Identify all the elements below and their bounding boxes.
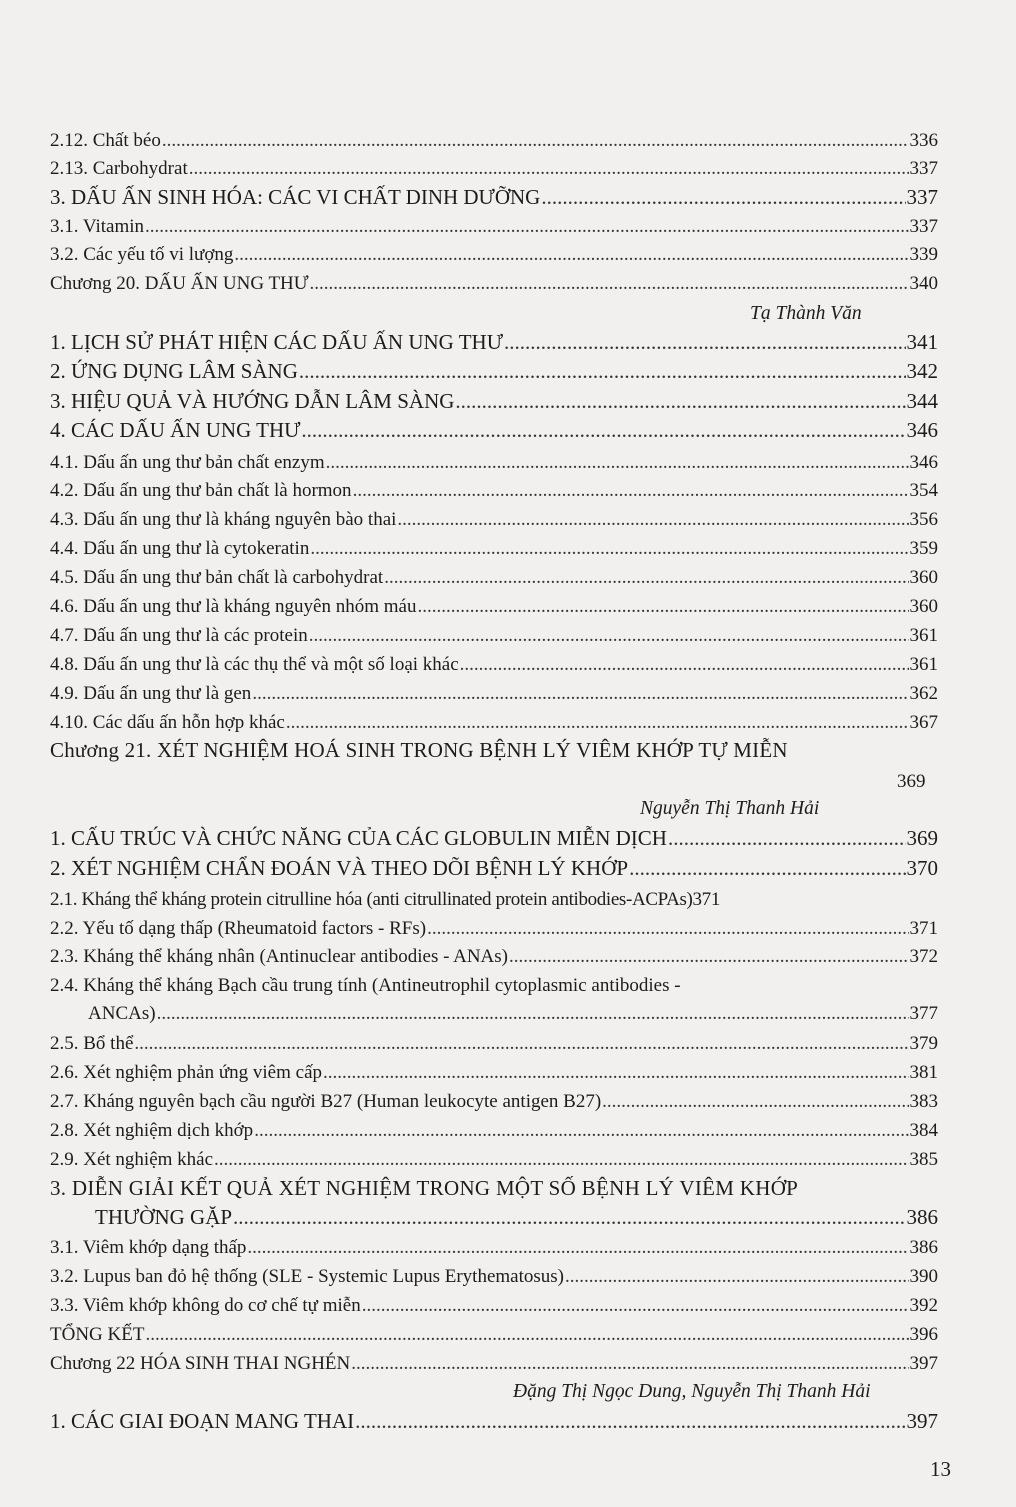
toc-entry xyxy=(50,1120,938,1142)
dot-leader xyxy=(145,1324,908,1346)
entry-page: 381 xyxy=(909,1062,938,1083)
toc-entry xyxy=(95,1205,938,1230)
entry-page: 356 xyxy=(909,509,938,530)
entry-title: 4.2. Dấu ấn ung thư bản chất là hormon xyxy=(50,480,352,501)
dot-leader xyxy=(326,452,909,474)
entry-page: 359 xyxy=(909,538,938,559)
entry-page: 339 xyxy=(909,244,938,265)
dot-leader xyxy=(145,216,908,238)
dot-leader xyxy=(309,625,909,647)
entry-title: 4.7. Dấu ấn ung thư là các protein xyxy=(50,625,308,646)
page-number: 13 xyxy=(930,1457,951,1481)
dot-leader xyxy=(157,1003,909,1025)
entry-page: 337 xyxy=(909,158,938,179)
entry-page: 346 xyxy=(906,418,938,442)
toc-entry xyxy=(50,1295,938,1317)
toc-entry xyxy=(50,130,938,152)
toc-entry xyxy=(50,712,938,734)
dot-leader xyxy=(286,712,909,734)
entry-title: 2. ỨNG DỤNG LÂM SÀNG xyxy=(50,359,298,383)
entry-page: 383 xyxy=(909,1091,938,1112)
entry-page: 354 xyxy=(909,480,938,501)
dot-leader xyxy=(234,244,908,266)
toc-entry xyxy=(50,683,938,705)
entry-page: 390 xyxy=(909,1266,938,1287)
chapter-author: Tạ Thành Văn xyxy=(750,303,862,324)
dot-leader xyxy=(455,389,905,414)
entry-title: 3. DIỄN GIẢI KẾT QUẢ XÉT NGHIỆM TRONG MỘT SỐ BỆNH LÝ VIÊM KHỚP xyxy=(50,1176,799,1200)
dot-leader xyxy=(509,946,908,968)
entry-title: 4.9. Dấu ấn ung thư là gen xyxy=(50,683,252,704)
entry-page: 371 xyxy=(909,918,938,939)
entry-title: 2.9. Xét nghiệm khác xyxy=(50,1149,214,1170)
dot-leader xyxy=(299,359,906,384)
toc-entry xyxy=(50,1062,938,1084)
entry-page: 360 xyxy=(909,567,938,588)
entry-page: 377 xyxy=(909,1003,938,1024)
entry-page: 384 xyxy=(909,1120,938,1141)
toc-entry xyxy=(50,856,938,881)
dot-leader xyxy=(252,683,908,705)
entry-title: 4.1. Dấu ấn ung thư bản chất enzym xyxy=(50,452,325,473)
entry-page: 340 xyxy=(909,273,938,294)
dot-leader xyxy=(565,1266,909,1288)
toc-entry xyxy=(50,1324,938,1346)
entry-page: 336 xyxy=(909,130,938,151)
toc-entry xyxy=(50,1409,938,1434)
toc-entry xyxy=(50,918,938,940)
toc-entry xyxy=(88,1003,938,1025)
entry-page: 367 xyxy=(909,712,938,733)
dot-leader xyxy=(254,1120,908,1142)
toc-chapter xyxy=(50,273,938,295)
entry-title: 3.2. Lupus ban đỏ hệ thống (SLE - Systemic Lupus Erythematosus) xyxy=(50,1266,564,1287)
entry-title: 4.10. Các dấu ấn hỗn hợp khác xyxy=(50,712,285,733)
toc-entry xyxy=(50,567,938,589)
dot-leader xyxy=(233,1205,905,1230)
toc-entry xyxy=(50,509,938,531)
entry-page: 397 xyxy=(906,1409,938,1433)
dot-leader xyxy=(460,654,909,676)
entry-title: 3. DẤU ẤN SINH HÓA: CÁC VI CHẤT DINH DƯỠNG xyxy=(50,185,541,209)
toc-entry xyxy=(50,1149,938,1171)
toc-entry xyxy=(50,216,938,238)
toc-entry xyxy=(50,1033,938,1055)
toc-entry xyxy=(50,359,938,384)
entry-page: 342 xyxy=(906,359,938,383)
entry-title: 2. XÉT NGHIỆM CHẨN ĐOÁN VÀ THEO DÕI BỆNH LÝ KHỚP xyxy=(50,856,629,880)
dot-leader xyxy=(427,918,908,940)
chapter-author: Nguyễn Thị Thanh Hải xyxy=(640,798,820,819)
entry-page: 369 xyxy=(906,826,938,850)
entry-title: 3.1. Viêm khớp dạng thấp xyxy=(50,1237,247,1258)
entry-page: 362 xyxy=(909,683,938,704)
entry-page: 337 xyxy=(909,216,938,237)
entry-title: 2.2. Yếu tố dạng thấp (Rheumatoid factors - RFs) xyxy=(50,918,427,939)
entry-title: 4.6. Dấu ấn ung thư là kháng nguyên nhóm máu xyxy=(50,596,417,617)
dot-leader xyxy=(629,856,905,881)
toc-entry xyxy=(50,1266,938,1288)
dot-leader xyxy=(353,480,909,502)
dot-leader xyxy=(417,596,908,618)
dot-leader xyxy=(355,1409,905,1434)
toc-entry xyxy=(50,452,938,474)
entry-title: 2.1. Kháng thể kháng protein citrulline hóa (anti citrullinated protein antibodies-ACPAs) xyxy=(50,889,693,910)
entry-page: 379 xyxy=(909,1033,938,1054)
toc-chapter xyxy=(50,1353,938,1375)
toc-entry xyxy=(50,596,938,618)
entry-title: 1. CÁC GIAI ĐOẠN MANG THAI xyxy=(50,1409,355,1433)
toc-entry xyxy=(50,185,938,210)
toc-entry xyxy=(50,654,938,676)
entry-title: 4.5. Dấu ấn ung thư bản chất là carbohydrat xyxy=(50,567,384,588)
entry-page: 386 xyxy=(906,1205,938,1229)
toc-entry xyxy=(50,889,940,911)
entry-title: 2.6. Xét nghiệm phản ứng viêm cấp xyxy=(50,1062,323,1083)
entry-page: 369 xyxy=(897,771,926,792)
entry-title: 1. CẤU TRÚC VÀ CHỨC NĂNG CỦA CÁC GLOBULIN MIỄN DỊCH xyxy=(50,826,667,850)
dot-leader xyxy=(162,130,909,152)
dot-leader xyxy=(214,1149,908,1171)
dot-leader xyxy=(541,185,905,210)
dot-leader xyxy=(362,1295,909,1317)
chapter-title: Chương 22 HÓA SINH THAI NGHÉN xyxy=(50,1353,351,1374)
entry-page: 371 xyxy=(692,889,720,910)
toc-entry xyxy=(50,946,938,968)
entry-title: 2.3. Kháng thể kháng nhân (Antinuclear antibodies - ANAs) xyxy=(50,946,509,967)
dot-leader xyxy=(384,567,908,589)
toc-entry xyxy=(50,625,938,647)
dot-leader xyxy=(351,1353,908,1375)
dot-leader xyxy=(668,826,906,851)
entry-page: 392 xyxy=(909,1295,938,1316)
entry-page: 360 xyxy=(909,596,938,617)
toc-entry xyxy=(50,389,938,414)
entry-title: 3.3. Viêm khớp không do cơ chế tự miễn xyxy=(50,1295,361,1316)
toc-entry xyxy=(50,538,938,560)
entry-title: 4.3. Dấu ấn ung thư là kháng nguyên bào thai xyxy=(50,509,397,530)
dot-leader xyxy=(310,538,908,560)
entry-title: 2.7. Kháng nguyên bạch cầu người B27 (Human leukocyte antigen B27) xyxy=(50,1091,602,1112)
entry-page: 337 xyxy=(906,185,938,209)
dot-leader xyxy=(134,1033,908,1055)
entry-title: 4.4. Dấu ấn ung thư là cytokeratin xyxy=(50,538,310,559)
toc-entry xyxy=(50,1237,938,1259)
toc-entry xyxy=(50,480,938,502)
entry-page: 344 xyxy=(906,389,938,413)
dot-leader xyxy=(189,158,909,180)
entry-title: 3.2. Các yếu tố vi lượng xyxy=(50,244,234,265)
entry-title: 4.8. Dấu ấn ung thư là các thụ thể và một số loại khác xyxy=(50,654,459,675)
entry-page: 386 xyxy=(909,1237,938,1258)
entry-title: 4. CÁC DẤU ẤN UNG THƯ xyxy=(50,418,301,442)
chapter-title: Chương 20. DẤU ẤN UNG THƯ xyxy=(50,273,309,294)
entry-page: 370 xyxy=(906,856,938,880)
entry-page: 346 xyxy=(909,452,938,473)
entry-title: TỔNG KẾT xyxy=(50,1324,145,1345)
dot-leader xyxy=(247,1237,908,1259)
toc-entry xyxy=(50,158,938,180)
entry-page: 396 xyxy=(909,1324,938,1345)
entry-title: 3. HIỆU QUẢ VÀ HƯỚNG DẪN LÂM SÀNG xyxy=(50,389,455,413)
dot-leader xyxy=(504,330,906,355)
toc-entry xyxy=(50,330,938,355)
entry-title: 2.8. Xét nghiệm dịch khớp xyxy=(50,1120,254,1141)
entry-title: 3.1. Vitamin xyxy=(50,216,145,237)
entry-title: 2.5. Bổ thể xyxy=(50,1033,134,1054)
toc-entry xyxy=(50,1091,938,1113)
chapter-title: Chương 21. XÉT NGHIỆM HOÁ SINH TRONG BỆNH LÝ VIÊM KHỚP TỰ MIỄN xyxy=(50,738,788,762)
entry-page: 372 xyxy=(909,946,938,967)
dot-leader xyxy=(602,1091,908,1113)
toc-entry xyxy=(50,244,938,266)
entry-page: 385 xyxy=(909,1149,938,1170)
entry-page: 397 xyxy=(909,1353,938,1374)
dot-leader xyxy=(301,418,905,443)
entry-title: 1. LỊCH SỬ PHÁT HIỆN CÁC DẤU ẤN UNG THƯ xyxy=(50,330,503,354)
toc-entry xyxy=(50,418,938,443)
chapter-author: Đặng Thị Ngọc Dung, Nguyễn Thị Thanh Hải xyxy=(513,1381,871,1402)
entry-page: 361 xyxy=(909,654,938,675)
dot-leader xyxy=(323,1062,908,1084)
entry-title: THƯỜNG GẶP xyxy=(95,1205,233,1229)
toc-entry xyxy=(50,826,938,851)
entry-title: 2.4. Kháng thể kháng Bạch cầu trung tính (Antineutrophil cytoplasmic antibodies - xyxy=(50,975,681,996)
entry-page: 361 xyxy=(909,625,938,646)
entry-page: 341 xyxy=(906,330,938,354)
dot-leader xyxy=(397,509,908,531)
entry-title: 2.13. Carbohydrat xyxy=(50,158,188,179)
entry-title: ANCAs) xyxy=(88,1003,156,1024)
dot-leader xyxy=(310,273,909,295)
entry-title: 2.12. Chất béo xyxy=(50,130,161,151)
